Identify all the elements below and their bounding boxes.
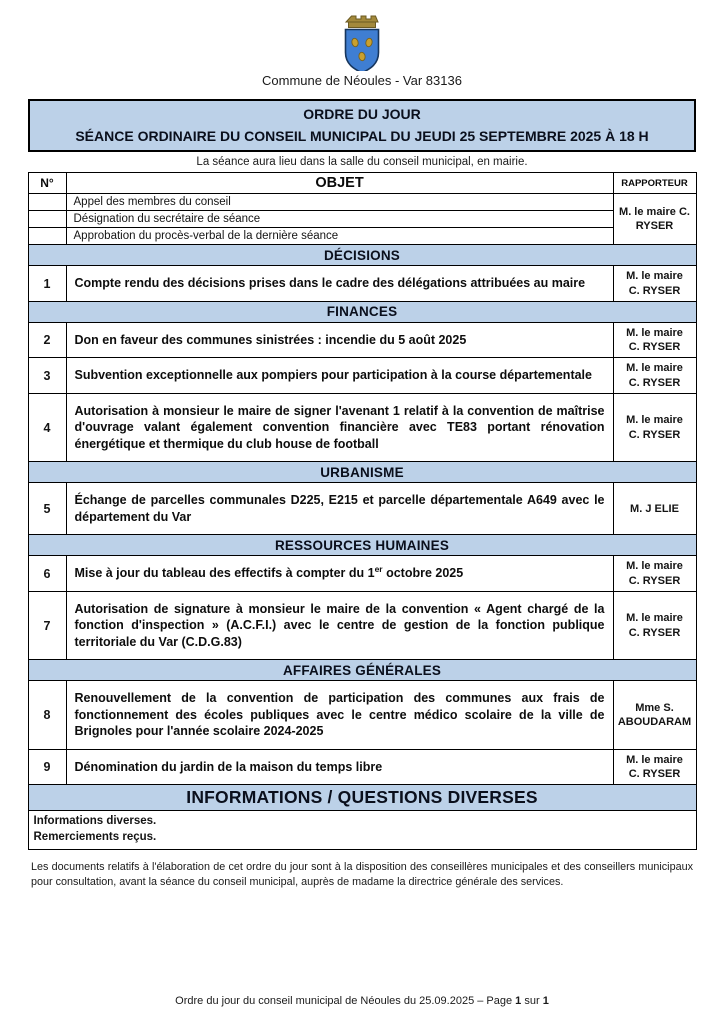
rapporteur-line: Mme S. <box>635 701 674 714</box>
item-number: 6 <box>28 556 66 592</box>
rapporteur-line: C. RYSER <box>628 284 681 297</box>
info-line: Remerciements reçus. <box>33 831 157 844</box>
rapporteur-line: M. le maire <box>626 560 683 573</box>
col-num-header: N° <box>28 173 66 194</box>
section-title: AFFAIRES GÉNÉRALES <box>28 660 696 681</box>
agenda-item-row <box>28 749 696 785</box>
document-header <box>0 0 724 88</box>
agenda-header-row <box>28 173 696 194</box>
num-cell-empty <box>28 228 66 245</box>
preliminary-item: Appel des membres du conseil <box>66 194 613 211</box>
col-objet-header: OBJET <box>66 173 613 194</box>
agenda-item-row <box>28 322 696 358</box>
item-number: 4 <box>28 393 66 462</box>
item-objet: Don en faveur des communes sinistrées : incendie du 5 août 2025 <box>66 322 613 358</box>
commune-name: Commune de Néoules - Var 83136 <box>262 73 462 88</box>
item-rapporteur <box>613 322 696 358</box>
rapporteur-line: C. RYSER <box>628 626 681 639</box>
preliminary-row <box>28 211 696 228</box>
num-cell-empty <box>28 194 66 211</box>
rapporteur-line: M. le maire <box>626 414 683 427</box>
item-number: 1 <box>28 266 66 302</box>
page-footer <box>0 995 724 1007</box>
section-header-row <box>28 245 696 266</box>
item-objet-part: er <box>374 564 383 575</box>
preliminary-rapporteur: M. le maire C. RYSER <box>613 194 696 245</box>
agenda-item-row <box>28 393 696 462</box>
section-title: RESSOURCES HUMAINES <box>28 535 696 556</box>
section-title: FINANCES <box>28 301 696 322</box>
preliminary-item: Désignation du secrétaire de séance <box>66 211 613 228</box>
informations-header-row <box>28 785 696 811</box>
item-objet: Autorisation de signature à monsieur le maire de la convention « Agent chargé de la fonction d'inspection » (A.C.F.I.) avec le centre de gestion de la fonction publique territoriale du Var (C.D.G.83) <box>66 591 613 660</box>
agenda-title-line1: ORDRE DU JOUR <box>303 106 421 122</box>
item-objet: Compte rendu des décisions prises dans le cadre des délégations attribuées au maire <box>66 266 613 302</box>
rapporteur-line: M. le maire <box>626 753 683 766</box>
consultation-note: Les documents relatifs à l'élaboration de cet ordre du jour sont à la disposition des conseillères municipales et des conseillers municipaux pour consultation, avant la séance du conseil municipal, auprès de madame la directrice générale des services. <box>31 860 693 889</box>
rapporteur-line: M. le maire <box>626 612 683 625</box>
item-rapporteur <box>613 749 696 785</box>
informations-lines-row <box>28 811 696 849</box>
item-objet: Dénomination du jardin de la maison du temps libre <box>66 749 613 785</box>
info-line: Informations diverses. <box>33 815 157 828</box>
item-rapporteur <box>613 358 696 394</box>
item-objet <box>66 556 613 592</box>
section-title: DÉCISIONS <box>28 245 696 266</box>
item-objet: Subvention exceptionnelle aux pompiers pour participation à la course départementale <box>66 358 613 394</box>
item-number: 8 <box>28 681 66 750</box>
agenda-table <box>28 172 697 849</box>
page-total: 1 <box>542 995 549 1007</box>
item-number: 3 <box>28 358 66 394</box>
agenda-title-banner <box>28 99 696 152</box>
informations-title: INFORMATIONS / QUESTIONS DIVERSES <box>28 785 696 811</box>
section-header-row <box>28 535 696 556</box>
item-rapporteur <box>613 483 696 535</box>
rapporteur-line: M. J ELIE <box>630 502 679 515</box>
item-number: 5 <box>28 483 66 535</box>
preliminary-row <box>28 194 696 211</box>
item-number: 7 <box>28 591 66 660</box>
section-header-row <box>28 301 696 322</box>
num-cell-empty <box>28 211 66 228</box>
page-footer-separator: sur <box>521 995 543 1007</box>
agenda-item-row <box>28 266 696 302</box>
commune-coat-of-arms-icon <box>335 13 389 71</box>
section-title: URBANISME <box>28 462 696 483</box>
rapporteur-line: C. RYSER <box>628 574 681 587</box>
agenda-item-row <box>28 556 696 592</box>
page-footer-text: Ordre du jour du conseil municipal de Néoules du 25.09.2025 – Page <box>175 995 516 1007</box>
rapporteur-line: C. RYSER <box>628 768 681 781</box>
item-objet: Échange de parcelles communales D225, E215 et parcelle départementale A649 avec le département du Var <box>66 483 613 535</box>
section-header-row <box>28 462 696 483</box>
rapporteur-line: ABOUDARAM <box>617 716 692 729</box>
session-location-note: La séance aura lieu dans la salle du conseil municipal, en mairie. <box>196 156 528 169</box>
agenda-item-row <box>28 681 696 750</box>
rapporteur-line: C. RYSER <box>628 376 681 389</box>
agenda-title-line2: SÉANCE ORDINAIRE DU CONSEIL MUNICIPAL DU JEUDI 25 SEPTEMBRE 2025 À 18 H <box>75 127 649 144</box>
page-number: 1 <box>515 995 522 1007</box>
rapporteur-line: M. le maire <box>626 270 683 283</box>
preliminary-row <box>28 228 696 245</box>
agenda-item-row <box>28 358 696 394</box>
item-rapporteur <box>613 591 696 660</box>
item-objet-part: Mise à jour du tableau des effectifs à compter du 1 <box>74 566 375 581</box>
rapporteur-line: C. RYSER <box>628 428 681 441</box>
rapporteur-line: C. RYSER <box>628 341 681 354</box>
item-rapporteur <box>613 556 696 592</box>
col-rapporteur-header: RAPPORTEUR <box>613 173 696 194</box>
item-objet: Renouvellement de la convention de participation des communes aux frais de fonctionnement des écoles publiques avec le centre médico scolaire de la ville de Brignoles pour l'année scolaire 2024-2025 <box>66 681 613 750</box>
agenda-item-row <box>28 483 696 535</box>
rapporteur-line: M. le maire <box>626 362 683 375</box>
item-number: 9 <box>28 749 66 785</box>
rapporteur-line: M. le maire <box>626 326 683 339</box>
preliminary-item: Approbation du procès-verbal de la dernière séance <box>66 228 613 245</box>
informations-lines-cell <box>28 811 696 849</box>
item-rapporteur <box>613 681 696 750</box>
agenda-item-row <box>28 591 696 660</box>
item-objet-part: octobre 2025 <box>382 566 464 581</box>
item-number: 2 <box>28 322 66 358</box>
item-rapporteur <box>613 393 696 462</box>
section-header-row <box>28 660 696 681</box>
item-objet: Autorisation à monsieur le maire de signer l'avenant 1 relatif à la convention de maîtrise d'ouvrage valant également convention financière avec TE83 portant rénovation énergétique et thermique du club house de football <box>66 393 613 462</box>
item-rapporteur <box>613 266 696 302</box>
